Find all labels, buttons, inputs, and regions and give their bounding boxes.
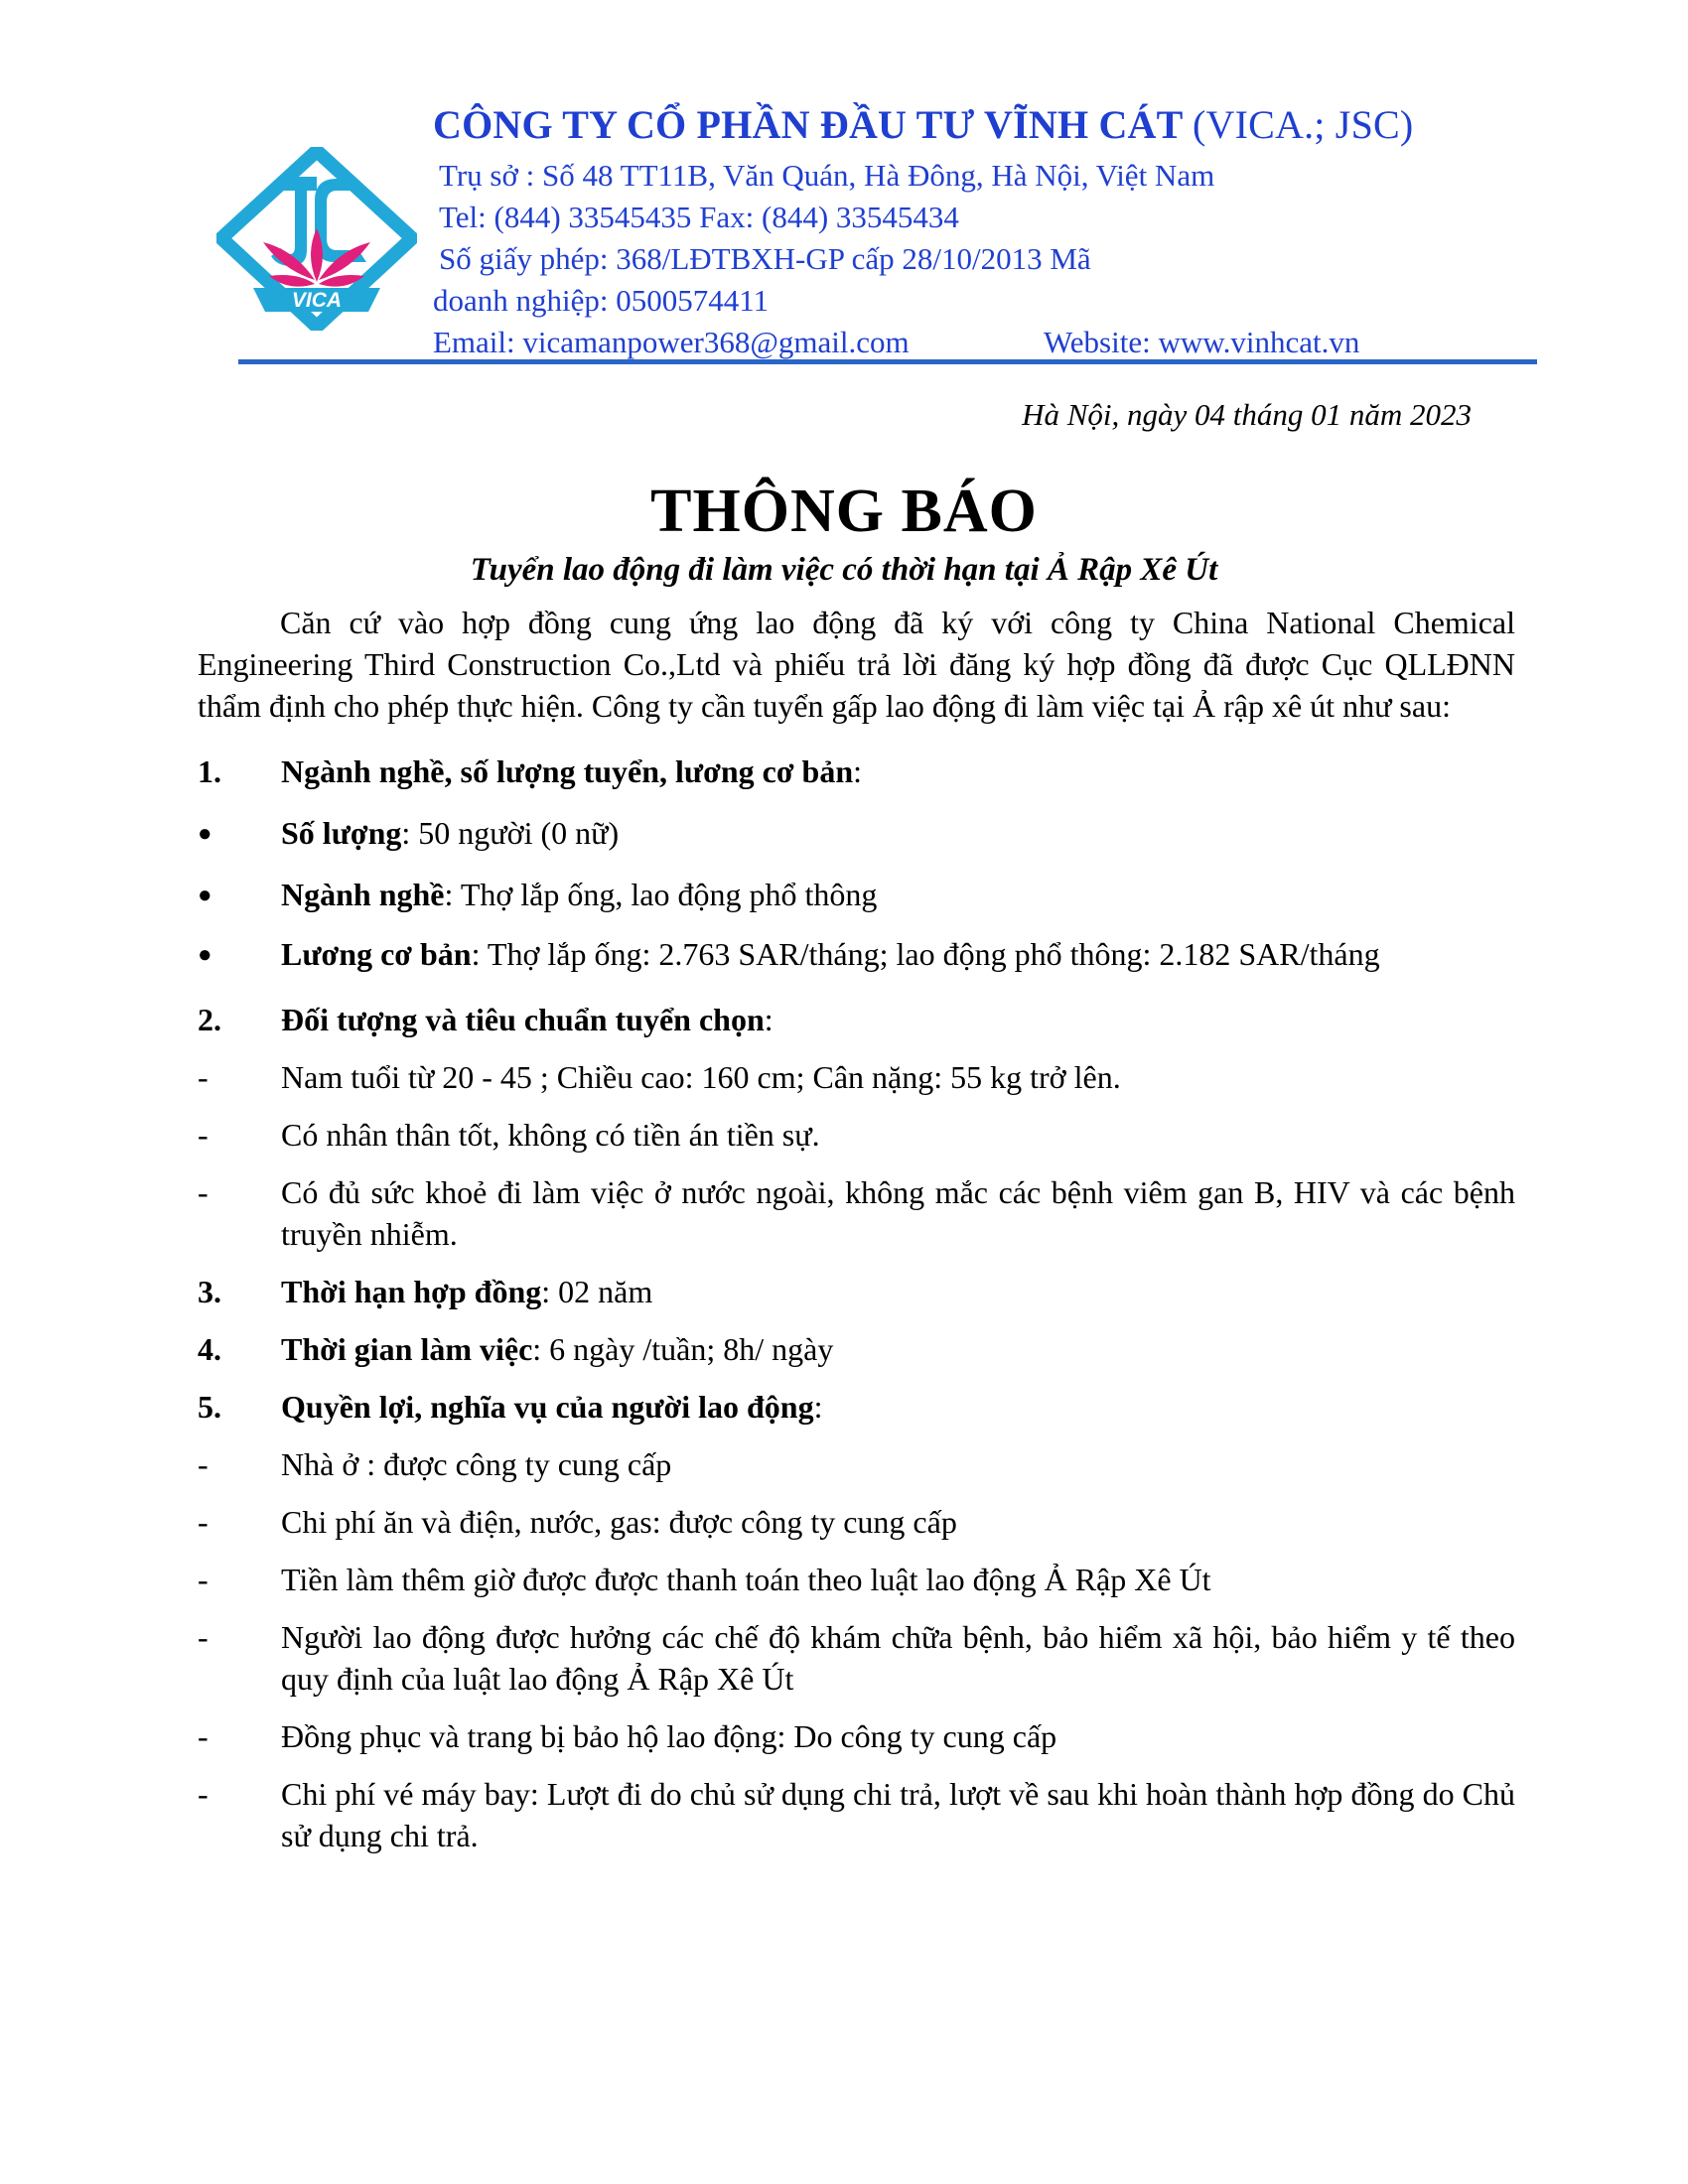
list-item <box>198 1443 1515 1485</box>
section-1-title: Ngành nghề, số lượng tuyển, lương cơ bản <box>281 753 854 789</box>
list-item <box>198 1559 1515 1600</box>
company-license: Số giấy phép: 368/LĐTBXH-GP cấp 28/10/2013 Mã <box>439 241 1091 276</box>
list-item <box>198 874 1515 915</box>
company-website: Website: www.vinhcat.vn <box>1044 325 1360 359</box>
section-3-title: Thời hạn hợp đồng <box>281 1274 542 1309</box>
section-1-colon: : <box>853 753 863 789</box>
company-email: Email: vicamanpower368@gmail.com <box>433 325 910 359</box>
company-phone-fax: Tel: (844) 33545435 Fax: (844) 33545434 <box>439 200 959 234</box>
intro-paragraph: Căn cứ vào hợp đồng cung ứng lao động đã ký với công ty China National Chemical Engineering Third Construction Co.,Ltd và phiếu trả lời đăng ký hợp đồng đã được Cục QLLĐNN thẩm định cho phép thực hiện. Công ty cần tuyển gấp lao động đi làm việc tại Ả rập xê út như sau: <box>198 605 1515 724</box>
document-subtitle: Tuyển lao động đi làm việc có thời hạn tại Ả Rập Xê Út <box>470 552 1218 588</box>
section-3-heading <box>198 1271 1515 1312</box>
dash-marker: - <box>198 1619 209 1655</box>
section-3-text: : 02 năm <box>541 1274 653 1309</box>
dash-marker: - <box>198 1117 209 1153</box>
company-address: Trụ sở : Số 48 TT11B, Văn Quán, Hà Đông, Hà Nội, Việt Nam <box>439 158 1215 193</box>
list-item <box>198 1715 1515 1757</box>
section-5-number: 5. <box>198 1389 221 1425</box>
item-text: Đồng phục và trang bị bảo hộ lao động: Do công ty cung cấp <box>281 1718 1057 1754</box>
list-item <box>198 1773 1515 1856</box>
item-text: Người lao động được hưởng các chế độ khám chữa bệnh, bảo hiểm xã hội, bảo hiểm y tế theo quy định của luật lao động Ả Rập Xê Út <box>281 1619 1515 1697</box>
item-label: Ngành nghề <box>281 877 445 912</box>
section-5-title: Quyền lợi, nghĩa vụ của người lao động <box>281 1389 814 1425</box>
item-text: Có đủ sức khoẻ đi làm việc ở nước ngoài, không mắc các bệnh viêm gan B, HIV và các bệnh truyền nhiễm. <box>281 1174 1515 1252</box>
section-4-title: Thời gian làm việc <box>281 1331 533 1367</box>
section-3-number: 3. <box>198 1274 221 1309</box>
section-5-heading <box>198 1386 1515 1428</box>
section-2-number: 2. <box>198 1002 221 1037</box>
item-text: Nam tuổi từ 20 - 45 ; Chiều cao: 160 cm; Cân nặng: 55 kg trở lên. <box>281 1059 1121 1095</box>
bullet-icon: ● <box>198 821 212 847</box>
list-item <box>198 1501 1515 1543</box>
dash-marker: - <box>198 1504 209 1540</box>
dash-marker: - <box>198 1446 209 1482</box>
section-4-number: 4. <box>198 1331 221 1367</box>
bullet-icon: ● <box>198 883 212 908</box>
vica-logo-icon <box>216 147 417 331</box>
list-item <box>198 812 1515 854</box>
section-1-number: 1. <box>198 753 221 789</box>
list-item <box>198 933 1515 975</box>
company-logo <box>216 147 417 331</box>
item-text: Có nhân thân tốt, không có tiền án tiền sự. <box>281 1117 820 1153</box>
item-text: : Thợ lắp ống: 2.763 SAR/tháng; lao động phổ thông: 2.182 SAR/tháng <box>471 936 1380 972</box>
list-item <box>198 1171 1515 1255</box>
item-text: Nhà ở : được công ty cung cấp <box>281 1446 672 1482</box>
dash-marker: - <box>198 1562 209 1597</box>
document-title: THÔNG BÁO <box>650 478 1038 545</box>
bullet-icon: ● <box>198 942 212 968</box>
list-item <box>198 1616 1515 1700</box>
item-label: Lương cơ bản <box>281 936 472 972</box>
section-5-colon: : <box>813 1389 823 1425</box>
dash-marker: - <box>198 1776 209 1812</box>
header-divider <box>238 359 1537 364</box>
company-business-code: doanh nghiệp: 0500574411 <box>433 283 770 318</box>
item-text: Chi phí ăn và điện, nước, gas: được công ty cung cấp <box>281 1504 957 1540</box>
list-item <box>198 1114 1515 1156</box>
dash-marker: - <box>198 1718 209 1754</box>
section-1-heading <box>198 751 1515 792</box>
section-4-text: : 6 ngày /tuần; 8h/ ngày <box>532 1331 834 1367</box>
document-date: Hà Nội, ngày 04 tháng 01 năm 2023 <box>1022 397 1472 432</box>
company-name: CÔNG TY CỔ PHẦN ĐẦU TƯ VĨNH CÁT <box>433 102 1183 147</box>
item-text: Chi phí vé máy bay: Lượt đi do chủ sử dụng chi trả, lượt về sau khi hoàn thành hợp đồng do Chủ sử dụng chi trả. <box>281 1776 1515 1853</box>
logo-text: VICA <box>291 289 343 312</box>
item-text: : 50 người (0 nữ) <box>401 815 620 851</box>
company-info <box>433 95 1585 363</box>
item-label: Số lượng <box>281 815 402 851</box>
document-body <box>198 602 1515 1856</box>
section-2-title: Đối tượng và tiêu chuẩn tuyển chọn <box>281 1002 765 1037</box>
item-text: : Thợ lắp ống, lao động phổ thông <box>444 877 878 912</box>
section-4-heading <box>198 1328 1515 1370</box>
company-short-name: (VICA.; JSC) <box>1193 102 1414 147</box>
company-contact-line <box>433 322 1585 363</box>
section-2-colon: : <box>764 1002 774 1037</box>
section-2-heading <box>198 999 1515 1040</box>
dash-marker: - <box>198 1059 209 1095</box>
company-name-line <box>433 95 1585 155</box>
item-text: Tiền làm thêm giờ được được thanh toán theo luật lao động Ả Rập Xê Út <box>281 1562 1211 1597</box>
list-item <box>198 1056 1515 1098</box>
dash-marker: - <box>198 1174 209 1210</box>
